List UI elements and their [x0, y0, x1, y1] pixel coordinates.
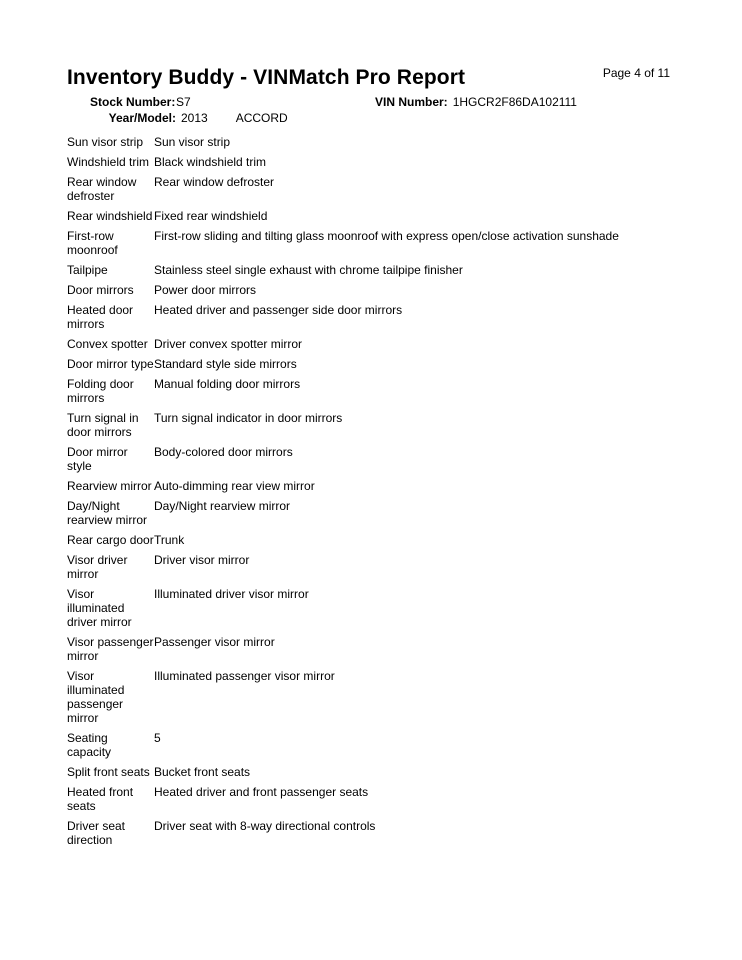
spec-value: Passenger visor mirror [154, 635, 275, 649]
spec-value: Rear window defroster [154, 175, 275, 189]
spec-value: Body-colored door mirrors [154, 445, 293, 459]
year-model-field [90, 111, 288, 125]
spec-value: Trunk [154, 533, 185, 547]
spec-label: Folding door mirrors [67, 377, 134, 405]
spec-label: Turn signal in door mirrors [67, 411, 139, 439]
spec-row [67, 154, 687, 170]
spec-value: Manual folding door mirrors [154, 377, 301, 391]
spec-row [67, 784, 687, 814]
spec-row [67, 532, 687, 548]
spec-row [67, 282, 687, 298]
vin-number-label: VIN Number: [375, 95, 448, 109]
spec-label: Rear cargo door [67, 533, 154, 547]
spec-row [67, 134, 687, 150]
spec-value: Heated driver and front passenger seats [154, 785, 369, 799]
spec-label: Door mirror style [67, 445, 128, 473]
spec-label: Visor illuminated driver mirror [67, 587, 132, 629]
spec-value: Driver convex spotter mirror [154, 337, 303, 351]
spec-label: Day/Night rearview mirror [67, 499, 148, 527]
spec-row [67, 208, 687, 224]
spec-table [67, 134, 687, 848]
spec-label: Heated front seats [67, 785, 134, 813]
spec-value: Driver visor mirror [154, 553, 250, 567]
spec-value: Illuminated driver visor mirror [154, 587, 309, 601]
year-model-label: Year/Model: [108, 111, 176, 125]
stock-number-label: Stock Number: [90, 95, 176, 109]
spec-value: Stainless steel single exhaust with chrome tailpipe finisher [154, 263, 463, 277]
spec-row [67, 498, 687, 528]
spec-row [67, 668, 687, 726]
spec-label: Heated door mirrors [67, 303, 134, 331]
spec-label: Sun visor strip [67, 135, 144, 149]
spec-value: Illuminated passenger visor mirror [154, 669, 335, 683]
spec-row [67, 262, 687, 278]
spec-value: Fixed rear windshield [154, 209, 268, 223]
stock-number-field [90, 95, 191, 109]
spec-value: Auto-dimming rear view mirror [154, 479, 315, 493]
spec-row [67, 818, 687, 848]
spec-label: Door mirrors [67, 283, 134, 297]
spec-row [67, 356, 687, 372]
spec-row [67, 302, 687, 332]
spec-label: Rear window defroster [67, 175, 137, 203]
spec-row [67, 552, 687, 582]
spec-row [67, 586, 687, 630]
spec-row [67, 478, 687, 494]
spec-value: Driver seat with 8-way directional controls [154, 819, 376, 833]
vin-number-value: 1HGCR2F86DA102111 [452, 95, 577, 109]
spec-row [67, 410, 687, 440]
spec-label: Door mirror type [67, 357, 154, 371]
spec-value: Bucket front seats [154, 765, 251, 779]
spec-value: Standard style side mirrors [154, 357, 297, 371]
spec-row [67, 444, 687, 474]
vin-number-field [375, 95, 577, 109]
spec-value: Turn signal indicator in door mirrors [154, 411, 343, 425]
spec-label: Visor illuminated passenger mirror [67, 669, 125, 725]
spec-row [67, 764, 687, 780]
spec-label: Rearview mirror [67, 479, 152, 493]
spec-label: Rear windshield [67, 209, 153, 223]
report-title: Inventory Buddy - VINMatch Pro Report [67, 66, 466, 89]
spec-label: Visor passenger mirror [67, 635, 154, 663]
spec-value: First-row sliding and tilting glass moonroof with express open/close activation sunshade [154, 229, 619, 243]
spec-label: Driver seat direction [67, 819, 126, 847]
spec-row [67, 634, 687, 664]
spec-row [67, 376, 687, 406]
spec-label: Split front seats [67, 765, 150, 779]
spec-row [67, 174, 687, 204]
spec-value: Day/Night rearview mirror [154, 499, 291, 513]
spec-row [67, 336, 687, 352]
spec-value: Power door mirrors [154, 283, 257, 297]
spec-value: 5 [154, 731, 161, 745]
page-number: Page 4 of 11 [602, 66, 670, 80]
stock-number-value: S7 [176, 95, 191, 109]
spec-value: Sun visor strip [154, 135, 231, 149]
spec-label: Tailpipe [67, 263, 108, 277]
spec-label: Convex spotter [67, 337, 148, 351]
year-value: 2013 [181, 111, 208, 125]
spec-label: Seating capacity [67, 731, 112, 759]
spec-label: Windshield trim [67, 155, 150, 169]
spec-label: Visor driver mirror [67, 553, 128, 581]
spec-value: Black windshield trim [154, 155, 267, 169]
spec-row [67, 730, 687, 760]
spec-label: First-row moonroof [67, 229, 118, 257]
spec-row [67, 228, 687, 258]
spec-value: Heated driver and passenger side door mirrors [154, 303, 403, 317]
model-value: ACCORD [235, 111, 288, 125]
